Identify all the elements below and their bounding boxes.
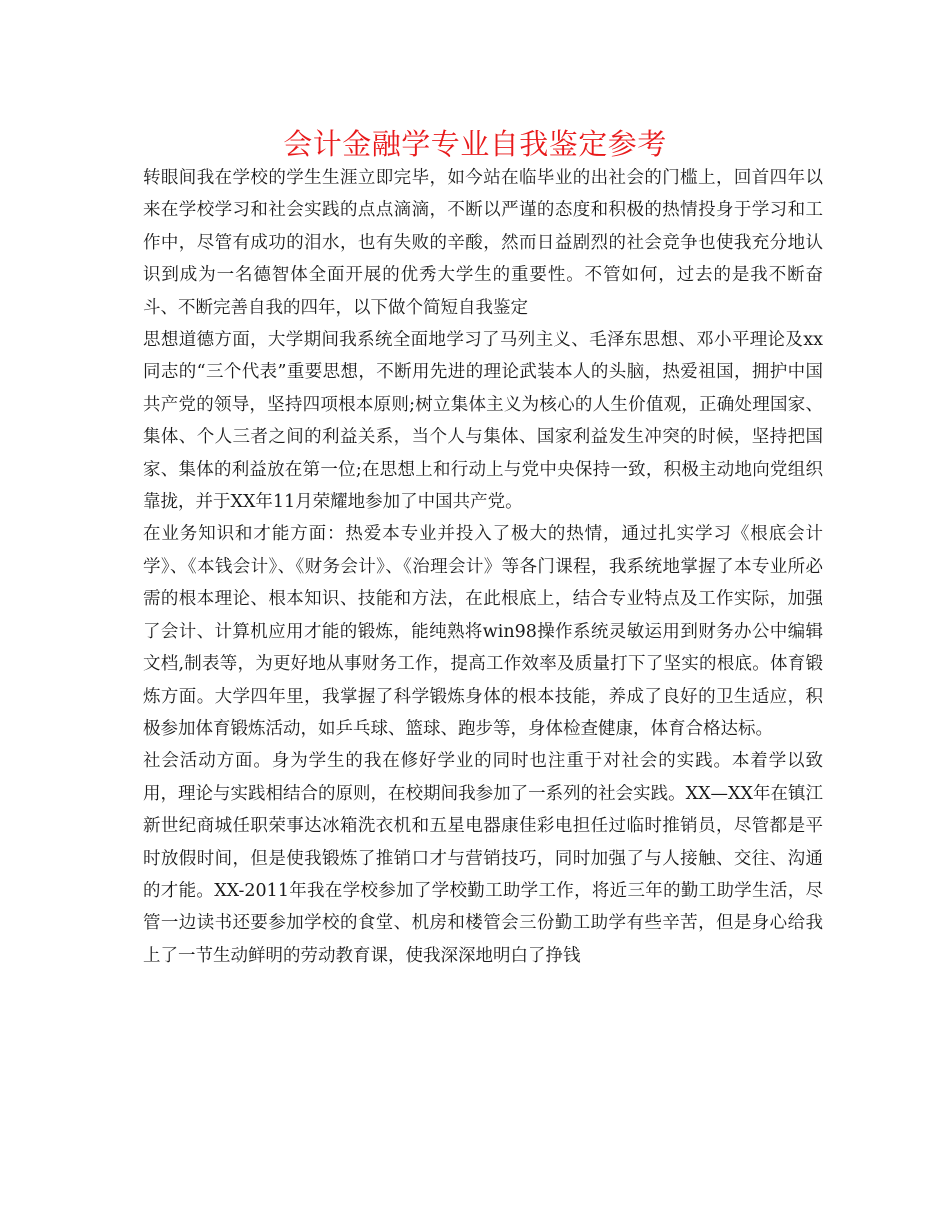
paragraph-professional-skills: 在业务知识和才能方面：热爱本专业并投入了极大的热情，通过扎实学习《根底会计学》、《本钱会计》、《财务会计》、《治理会计》等各门课程，我系统地掌握了本专业所必需的根本理论、根本知识、技能和方法，在此根底上，结合专业特点及工作实际，加强了会计、计算机应用才能的锻炼，能纯熟将win98操作系统灵敏运用到财务办公中编辑文档,制表等，为更好地从事财务工作，提高工作效率及质量打下了坚实的根底。体育锻炼方面。大学四年里，我掌握了科学锻炼身体的根本技能，养成了良好的卫生适应，积极参加体育锻炼活动，如乒乓球、篮球、跑步等，身体检查健康，体育合格达标。	[143, 524, 823, 739]
paragraph-social-activities: 社会活动方面。身为学生的我在修好学业的同时也注重于对社会的实践。本着学以致用，理论与实践相结合的原则，在校期间我参加了一系列的社会实践。XX—XX年在镇江新世纪商城任职荣事达冰箱洗衣机和五星电器康佳彩电担任过临时推销员，尽管都是平时放假时间，但是使我锻炼了推销口才与营销技巧，同时加强了与人接触、交往、沟通的才能。XX-2011年我在学校参加了学校勤工助学工作，将近三年的勤工助学生活，尽管一边读书还要参加学校的食堂、机房和楼管会三份勤工助学有些辛苦，但是身心给我上了一节生动鲜明的劳动教育课，使我深深地明白了挣钱	[143, 751, 823, 966]
document-body	[143, 162, 823, 972]
paragraph-intro: 转眼间我在学校的学生生涯立即完毕，如今站在临毕业的出社会的门槛上，回首四年以来在学校学习和社会实践的点点滴滴，不断以严谨的态度和积极的热情投身于学习和工作中，尽管有成功的泪水，也有失败的辛酸，然而日益剧烈的社会竞争也使我充分地认识到成为一名德智体全面开展的优秀大学生的重要性。不管如何，过去的是我不断奋斗、不断完善自我的四年，以下做个简短自我鉴定	[143, 168, 823, 318]
document-title: 会计金融学专业自我鉴定参考	[283, 127, 667, 161]
paragraph-ideology: 思想道德方面，大学期间我系统全面地学习了马列主义、毛泽东思想、邓小平理论及xx同志的“三个代表”重要思想，不断用先进的理论武装本人的头脑，热爱祖国，拥护中国共产党的领导，坚持四项根本原则;树立集体主义为核心的人生价值观，正确处理国家、集体、个人三者之间的利益关系，当个人与集体、国家利益发生冲突的时候，坚持把国家、集体的利益放在第一位;在思想上和行动上与党中央保持一致，积极主动地向党组织靠拢，并于XX年11月荣耀地参加了中国共产党。	[143, 330, 823, 513]
